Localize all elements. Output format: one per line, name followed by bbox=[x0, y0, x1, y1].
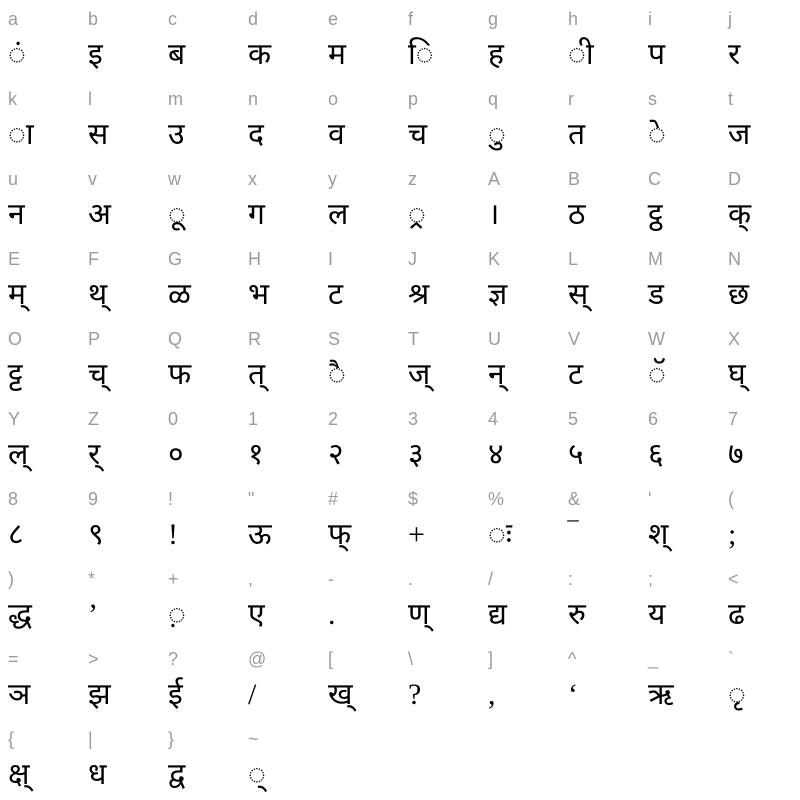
char-key-label: y bbox=[328, 169, 337, 189]
devanagari-glyph: ण् bbox=[408, 598, 430, 631]
char-key-label: + bbox=[168, 569, 179, 589]
char-cell bbox=[560, 0, 640, 80]
devanagari-glyph: अ bbox=[88, 198, 111, 231]
devanagari-glyph: ह bbox=[488, 38, 504, 71]
char-key-label: T bbox=[408, 329, 419, 349]
char-cell bbox=[640, 480, 720, 560]
char-key-label: i bbox=[648, 9, 652, 29]
devanagari-glyph: ं bbox=[8, 38, 26, 71]
devanagari-glyph: न bbox=[8, 198, 25, 231]
char-cell bbox=[80, 400, 160, 480]
devanagari-glyph: श्र bbox=[408, 278, 430, 311]
devanagari-glyph: च bbox=[408, 118, 428, 151]
char-key-label: . bbox=[408, 569, 414, 589]
char-key-label: j bbox=[728, 9, 732, 29]
char-cell bbox=[640, 160, 720, 240]
char-key-label: M bbox=[648, 249, 663, 269]
char-key-label: 6 bbox=[648, 409, 659, 429]
char-key-label: " bbox=[248, 489, 255, 509]
char-key-label: 3 bbox=[408, 409, 419, 429]
devanagari-glyph: फ् bbox=[328, 518, 352, 551]
char-cell bbox=[720, 560, 800, 640]
char-cell bbox=[160, 80, 240, 160]
devanagari-glyph: ’ bbox=[88, 598, 98, 631]
devanagari-glyph: भ bbox=[248, 278, 270, 311]
char-cell bbox=[640, 560, 720, 640]
char-key-label: # bbox=[328, 489, 339, 509]
char-key-label: S bbox=[328, 329, 341, 349]
char-cell bbox=[160, 400, 240, 480]
char-key-label: G bbox=[168, 249, 183, 269]
devanagari-glyph: ठ bbox=[568, 198, 586, 231]
char-key-label: P bbox=[88, 329, 101, 349]
char-cell bbox=[400, 480, 480, 560]
devanagari-glyph: स bbox=[88, 118, 109, 151]
char-cell bbox=[80, 80, 160, 160]
devanagari-glyph: न् bbox=[488, 358, 505, 391]
char-cell bbox=[240, 0, 320, 80]
char-cell bbox=[160, 160, 240, 240]
devanagari-glyph: ञ bbox=[8, 678, 31, 711]
devanagari-glyph: य bbox=[648, 598, 666, 631]
char-key-label: ; bbox=[648, 569, 654, 589]
devanagari-glyph: ! bbox=[168, 518, 178, 551]
char-key-label: _ bbox=[648, 649, 659, 669]
char-cell bbox=[720, 80, 800, 160]
char-key-label: ] bbox=[488, 649, 494, 669]
char-key-label: { bbox=[8, 729, 15, 749]
devanagari-glyph: ्र bbox=[408, 198, 426, 231]
char-cell bbox=[480, 240, 560, 320]
char-cell bbox=[80, 720, 160, 800]
char-key-label: | bbox=[88, 729, 93, 749]
char-key-label: : bbox=[568, 569, 574, 589]
devanagari-glyph: ् bbox=[248, 758, 266, 791]
char-cell bbox=[0, 0, 80, 80]
char-cell bbox=[240, 560, 320, 640]
char-key-label: & bbox=[568, 489, 581, 509]
char-key-label: @ bbox=[248, 649, 267, 669]
devanagari-glyph: च् bbox=[88, 358, 108, 391]
devanagari-glyph: ज् bbox=[408, 358, 431, 391]
devanagari-glyph: ै bbox=[328, 358, 346, 391]
devanagari-glyph: ट्ठ bbox=[648, 198, 663, 231]
char-key-label: V bbox=[568, 329, 581, 349]
char-cell bbox=[80, 480, 160, 560]
char-key-label: x bbox=[248, 169, 257, 189]
char-key-label: 0 bbox=[168, 409, 179, 429]
devanagari-glyph: . bbox=[328, 598, 336, 631]
char-cell bbox=[560, 560, 640, 640]
devanagari-glyph: े bbox=[648, 118, 666, 151]
char-cell bbox=[0, 400, 80, 480]
char-key-label: l bbox=[88, 89, 92, 109]
char-cell bbox=[560, 240, 640, 320]
char-key-label: > bbox=[88, 649, 99, 669]
char-cell bbox=[0, 80, 80, 160]
char-key-label: 4 bbox=[488, 409, 499, 429]
devanagari-glyph: प bbox=[648, 38, 666, 71]
char-key-label: = bbox=[8, 649, 19, 669]
char-key-label: d bbox=[248, 9, 259, 29]
char-cell bbox=[80, 0, 160, 80]
char-cell bbox=[480, 0, 560, 80]
char-key-label: U bbox=[488, 329, 501, 349]
char-cell bbox=[560, 80, 640, 160]
char-key-label: s bbox=[648, 89, 657, 109]
devanagari-glyph: व bbox=[328, 118, 345, 151]
char-key-label: v bbox=[88, 169, 97, 189]
char-key-label: 5 bbox=[568, 409, 579, 429]
char-key-label: - bbox=[328, 569, 334, 589]
devanagari-glyph: म bbox=[328, 38, 346, 71]
char-key-label: a bbox=[8, 9, 19, 29]
char-cell bbox=[720, 480, 800, 560]
char-cell bbox=[720, 320, 800, 400]
char-key-label: Q bbox=[168, 329, 183, 349]
char-key-label: O bbox=[8, 329, 23, 349]
char-cell bbox=[480, 560, 560, 640]
char-key-label: u bbox=[8, 169, 19, 189]
char-key-label: A bbox=[488, 169, 501, 189]
char-key-label: * bbox=[88, 569, 96, 589]
char-key-label: 7 bbox=[728, 409, 739, 429]
char-key-label: n bbox=[248, 89, 259, 109]
char-key-label: q bbox=[488, 89, 499, 109]
char-key-label: p bbox=[408, 89, 419, 109]
char-key-label: < bbox=[728, 569, 739, 589]
char-cell bbox=[240, 240, 320, 320]
devanagari-glyph: ढ bbox=[728, 598, 745, 631]
devanagari-glyph: ४ bbox=[488, 438, 504, 471]
char-cell bbox=[320, 240, 400, 320]
devanagari-glyph: ू bbox=[168, 198, 186, 231]
char-key-label: k bbox=[8, 89, 17, 109]
devanagari-glyph: ग bbox=[248, 198, 265, 231]
char-key-label: e bbox=[328, 9, 339, 29]
devanagari-glyph: ी bbox=[568, 38, 594, 71]
char-cell bbox=[240, 160, 320, 240]
char-key-label: Y bbox=[8, 409, 21, 429]
devanagari-glyph: झ bbox=[88, 678, 111, 711]
char-cell bbox=[320, 560, 400, 640]
devanagari-glyph: ऋ bbox=[648, 678, 674, 711]
devanagari-glyph: ; bbox=[728, 518, 737, 551]
char-cell bbox=[560, 480, 640, 560]
char-key-label: 1 bbox=[248, 409, 259, 429]
devanagari-glyph: ‾ bbox=[568, 518, 578, 551]
devanagari-glyph: इ bbox=[88, 38, 103, 71]
char-key-label: g bbox=[488, 9, 499, 29]
char-cell bbox=[640, 0, 720, 80]
char-cell bbox=[160, 720, 240, 800]
char-cell bbox=[0, 240, 80, 320]
devanagari-glyph: ः bbox=[488, 518, 512, 551]
devanagari-glyph: त् bbox=[248, 358, 266, 391]
char-cell bbox=[480, 640, 560, 720]
char-cell bbox=[320, 80, 400, 160]
char-cell bbox=[400, 80, 480, 160]
devanagari-glyph: ल् bbox=[8, 438, 29, 471]
devanagari-glyph: उ bbox=[168, 118, 185, 151]
char-key-label: / bbox=[488, 569, 494, 589]
devanagari-glyph: ु bbox=[488, 118, 506, 151]
devanagari-glyph: फ bbox=[168, 358, 192, 391]
devanagari-glyph: ख् bbox=[328, 678, 353, 711]
char-cell bbox=[640, 320, 720, 400]
char-cell bbox=[240, 80, 320, 160]
devanagari-glyph: ९ bbox=[88, 518, 104, 551]
devanagari-glyph: ट bbox=[568, 358, 584, 391]
char-cell bbox=[400, 160, 480, 240]
devanagari-glyph: ध bbox=[88, 758, 107, 791]
devanagari-glyph: ‘ bbox=[568, 678, 578, 711]
devanagari-glyph: ? bbox=[408, 678, 422, 711]
char-cell bbox=[720, 400, 800, 480]
char-cell bbox=[320, 320, 400, 400]
char-cell bbox=[320, 160, 400, 240]
char-cell bbox=[400, 400, 480, 480]
devanagari-glyph: ॅ bbox=[648, 358, 666, 391]
char-key-label: ( bbox=[728, 489, 734, 509]
char-cell bbox=[160, 320, 240, 400]
char-key-label: F bbox=[88, 249, 99, 269]
char-key-label: f bbox=[408, 9, 414, 29]
char-cell bbox=[80, 160, 160, 240]
char-cell bbox=[720, 240, 800, 320]
devanagari-glyph: म् bbox=[8, 278, 26, 311]
devanagari-glyph: ए bbox=[248, 598, 265, 631]
char-key-label: N bbox=[728, 249, 741, 269]
char-key-label: ? bbox=[168, 649, 179, 669]
devanagari-glyph: ब bbox=[168, 38, 186, 71]
char-key-label: c bbox=[168, 9, 177, 29]
char-key-label: ) bbox=[8, 569, 14, 589]
char-cell bbox=[560, 320, 640, 400]
char-cell bbox=[560, 160, 640, 240]
char-cell bbox=[240, 720, 320, 800]
char-cell bbox=[320, 480, 400, 560]
devanagari-glyph: ृ bbox=[728, 678, 746, 711]
char-key-label: ~ bbox=[248, 729, 259, 749]
devanagari-glyph: ऊ bbox=[248, 518, 272, 551]
devanagari-glyph: ७ bbox=[728, 438, 744, 471]
char-key-label: 2 bbox=[328, 409, 339, 429]
devanagari-glyph: स् bbox=[568, 278, 589, 311]
char-key-label: C bbox=[648, 169, 661, 189]
char-cell bbox=[0, 480, 80, 560]
char-key-label: ! bbox=[168, 489, 174, 509]
devanagari-glyph: + bbox=[408, 518, 425, 551]
char-cell bbox=[80, 560, 160, 640]
devanagari-glyph: क्ष् bbox=[8, 758, 30, 791]
devanagari-glyph: थ् bbox=[88, 278, 108, 311]
char-cell bbox=[240, 640, 320, 720]
char-cell bbox=[480, 160, 560, 240]
char-cell bbox=[320, 400, 400, 480]
char-key-label: z bbox=[408, 169, 417, 189]
char-key-label: [ bbox=[328, 649, 334, 669]
devanagari-glyph: ि bbox=[408, 38, 434, 71]
char-key-label: t bbox=[728, 89, 734, 109]
char-key-label: I bbox=[328, 249, 334, 269]
devanagari-glyph: र् bbox=[88, 438, 101, 471]
devanagari-glyph: श् bbox=[648, 518, 669, 551]
char-key-label: ^ bbox=[568, 649, 577, 669]
devanagari-glyph: क bbox=[248, 38, 272, 71]
devanagari-glyph: द्य bbox=[488, 598, 507, 631]
devanagari-glyph: रु bbox=[568, 598, 586, 631]
char-key-label: X bbox=[728, 329, 741, 349]
char-cell bbox=[720, 640, 800, 720]
char-cell bbox=[0, 160, 80, 240]
devanagari-glyph: ट्ट bbox=[8, 358, 23, 391]
char-key-label: W bbox=[648, 329, 665, 349]
devanagari-glyph: र bbox=[728, 38, 741, 71]
char-key-label: H bbox=[248, 249, 261, 269]
char-key-label: \ bbox=[408, 649, 414, 669]
devanagari-glyph: ट bbox=[328, 278, 344, 311]
char-key-label: B bbox=[568, 169, 581, 189]
devanagari-glyph: । bbox=[488, 198, 500, 231]
char-key-label: b bbox=[88, 9, 99, 29]
devanagari-glyph: ई bbox=[168, 678, 183, 711]
devanagari-glyph: त bbox=[568, 118, 586, 151]
char-key-label: ` bbox=[728, 649, 734, 669]
devanagari-glyph: ० bbox=[168, 438, 184, 471]
char-key-label: % bbox=[488, 489, 505, 509]
char-cell bbox=[80, 640, 160, 720]
char-cell bbox=[0, 720, 80, 800]
char-cell bbox=[0, 640, 80, 720]
char-cell bbox=[240, 400, 320, 480]
devanagari-glyph: द bbox=[248, 118, 264, 151]
char-cell bbox=[400, 0, 480, 80]
char-cell bbox=[480, 400, 560, 480]
char-key-label: K bbox=[488, 249, 501, 269]
char-cell bbox=[160, 640, 240, 720]
char-cell bbox=[240, 480, 320, 560]
devanagari-glyph: १ bbox=[248, 438, 264, 471]
char-key-label: w bbox=[168, 169, 181, 189]
char-cell bbox=[0, 560, 80, 640]
char-key-label: 9 bbox=[88, 489, 99, 509]
char-cell bbox=[560, 400, 640, 480]
char-key-label: R bbox=[248, 329, 261, 349]
char-cell bbox=[80, 320, 160, 400]
char-cell bbox=[480, 80, 560, 160]
char-cell bbox=[720, 160, 800, 240]
char-key-label: J bbox=[408, 249, 417, 269]
char-cell bbox=[640, 240, 720, 320]
char-cell bbox=[480, 480, 560, 560]
char-key-label: Z bbox=[88, 409, 99, 429]
char-cell bbox=[400, 560, 480, 640]
char-key-label: h bbox=[568, 9, 579, 29]
char-cell bbox=[400, 640, 480, 720]
char-cell bbox=[640, 640, 720, 720]
devanagari-glyph: द्ध bbox=[8, 598, 32, 631]
char-key-label: $ bbox=[408, 489, 419, 509]
char-cell bbox=[720, 0, 800, 80]
devanagari-glyph: छ bbox=[728, 278, 750, 311]
char-cell bbox=[560, 640, 640, 720]
devanagari-glyph: ८ bbox=[8, 518, 24, 551]
devanagari-glyph: ळ bbox=[168, 278, 191, 311]
char-cell bbox=[320, 0, 400, 80]
char-cell bbox=[400, 320, 480, 400]
char-cell bbox=[0, 320, 80, 400]
char-cell bbox=[160, 240, 240, 320]
char-cell bbox=[640, 400, 720, 480]
devanagari-glyph: ज्ञ bbox=[488, 278, 508, 311]
char-key-label: m bbox=[168, 89, 183, 109]
devanagari-glyph: ५ bbox=[568, 438, 584, 471]
char-cell bbox=[240, 320, 320, 400]
devanagari-glyph: ६ bbox=[648, 438, 664, 471]
char-key-label: r bbox=[568, 89, 574, 109]
char-cell bbox=[640, 80, 720, 160]
devanagari-glyph: ज bbox=[728, 118, 751, 151]
devanagari-glyph: ल bbox=[328, 198, 349, 231]
devanagari-glyph: द्व bbox=[168, 758, 186, 791]
devanagari-glyph: / bbox=[248, 678, 257, 711]
devanagari-glyph: क् bbox=[728, 198, 752, 231]
char-key-label: ' bbox=[648, 489, 652, 509]
char-key-label: D bbox=[728, 169, 741, 189]
char-cell bbox=[160, 480, 240, 560]
devanagari-glyph: ा bbox=[8, 118, 34, 151]
char-cell bbox=[80, 240, 160, 320]
char-cell bbox=[160, 560, 240, 640]
char-cell bbox=[400, 240, 480, 320]
devanagari-glyph: घ् bbox=[728, 358, 746, 391]
char-key-label: E bbox=[8, 249, 21, 269]
char-key-label: 8 bbox=[8, 489, 19, 509]
char-key-label: } bbox=[168, 729, 175, 749]
char-key-label: , bbox=[248, 569, 254, 589]
devanagari-glyph: २ bbox=[328, 438, 344, 471]
devanagari-glyph: ड bbox=[648, 278, 665, 311]
char-key-label: o bbox=[328, 89, 339, 109]
devanagari-glyph: , bbox=[488, 678, 496, 711]
char-cell bbox=[160, 0, 240, 80]
char-cell bbox=[320, 640, 400, 720]
char-key-label: L bbox=[568, 249, 579, 269]
char-cell bbox=[480, 320, 560, 400]
devanagari-glyph: ़ bbox=[168, 598, 186, 631]
devanagari-glyph: ३ bbox=[408, 438, 424, 471]
